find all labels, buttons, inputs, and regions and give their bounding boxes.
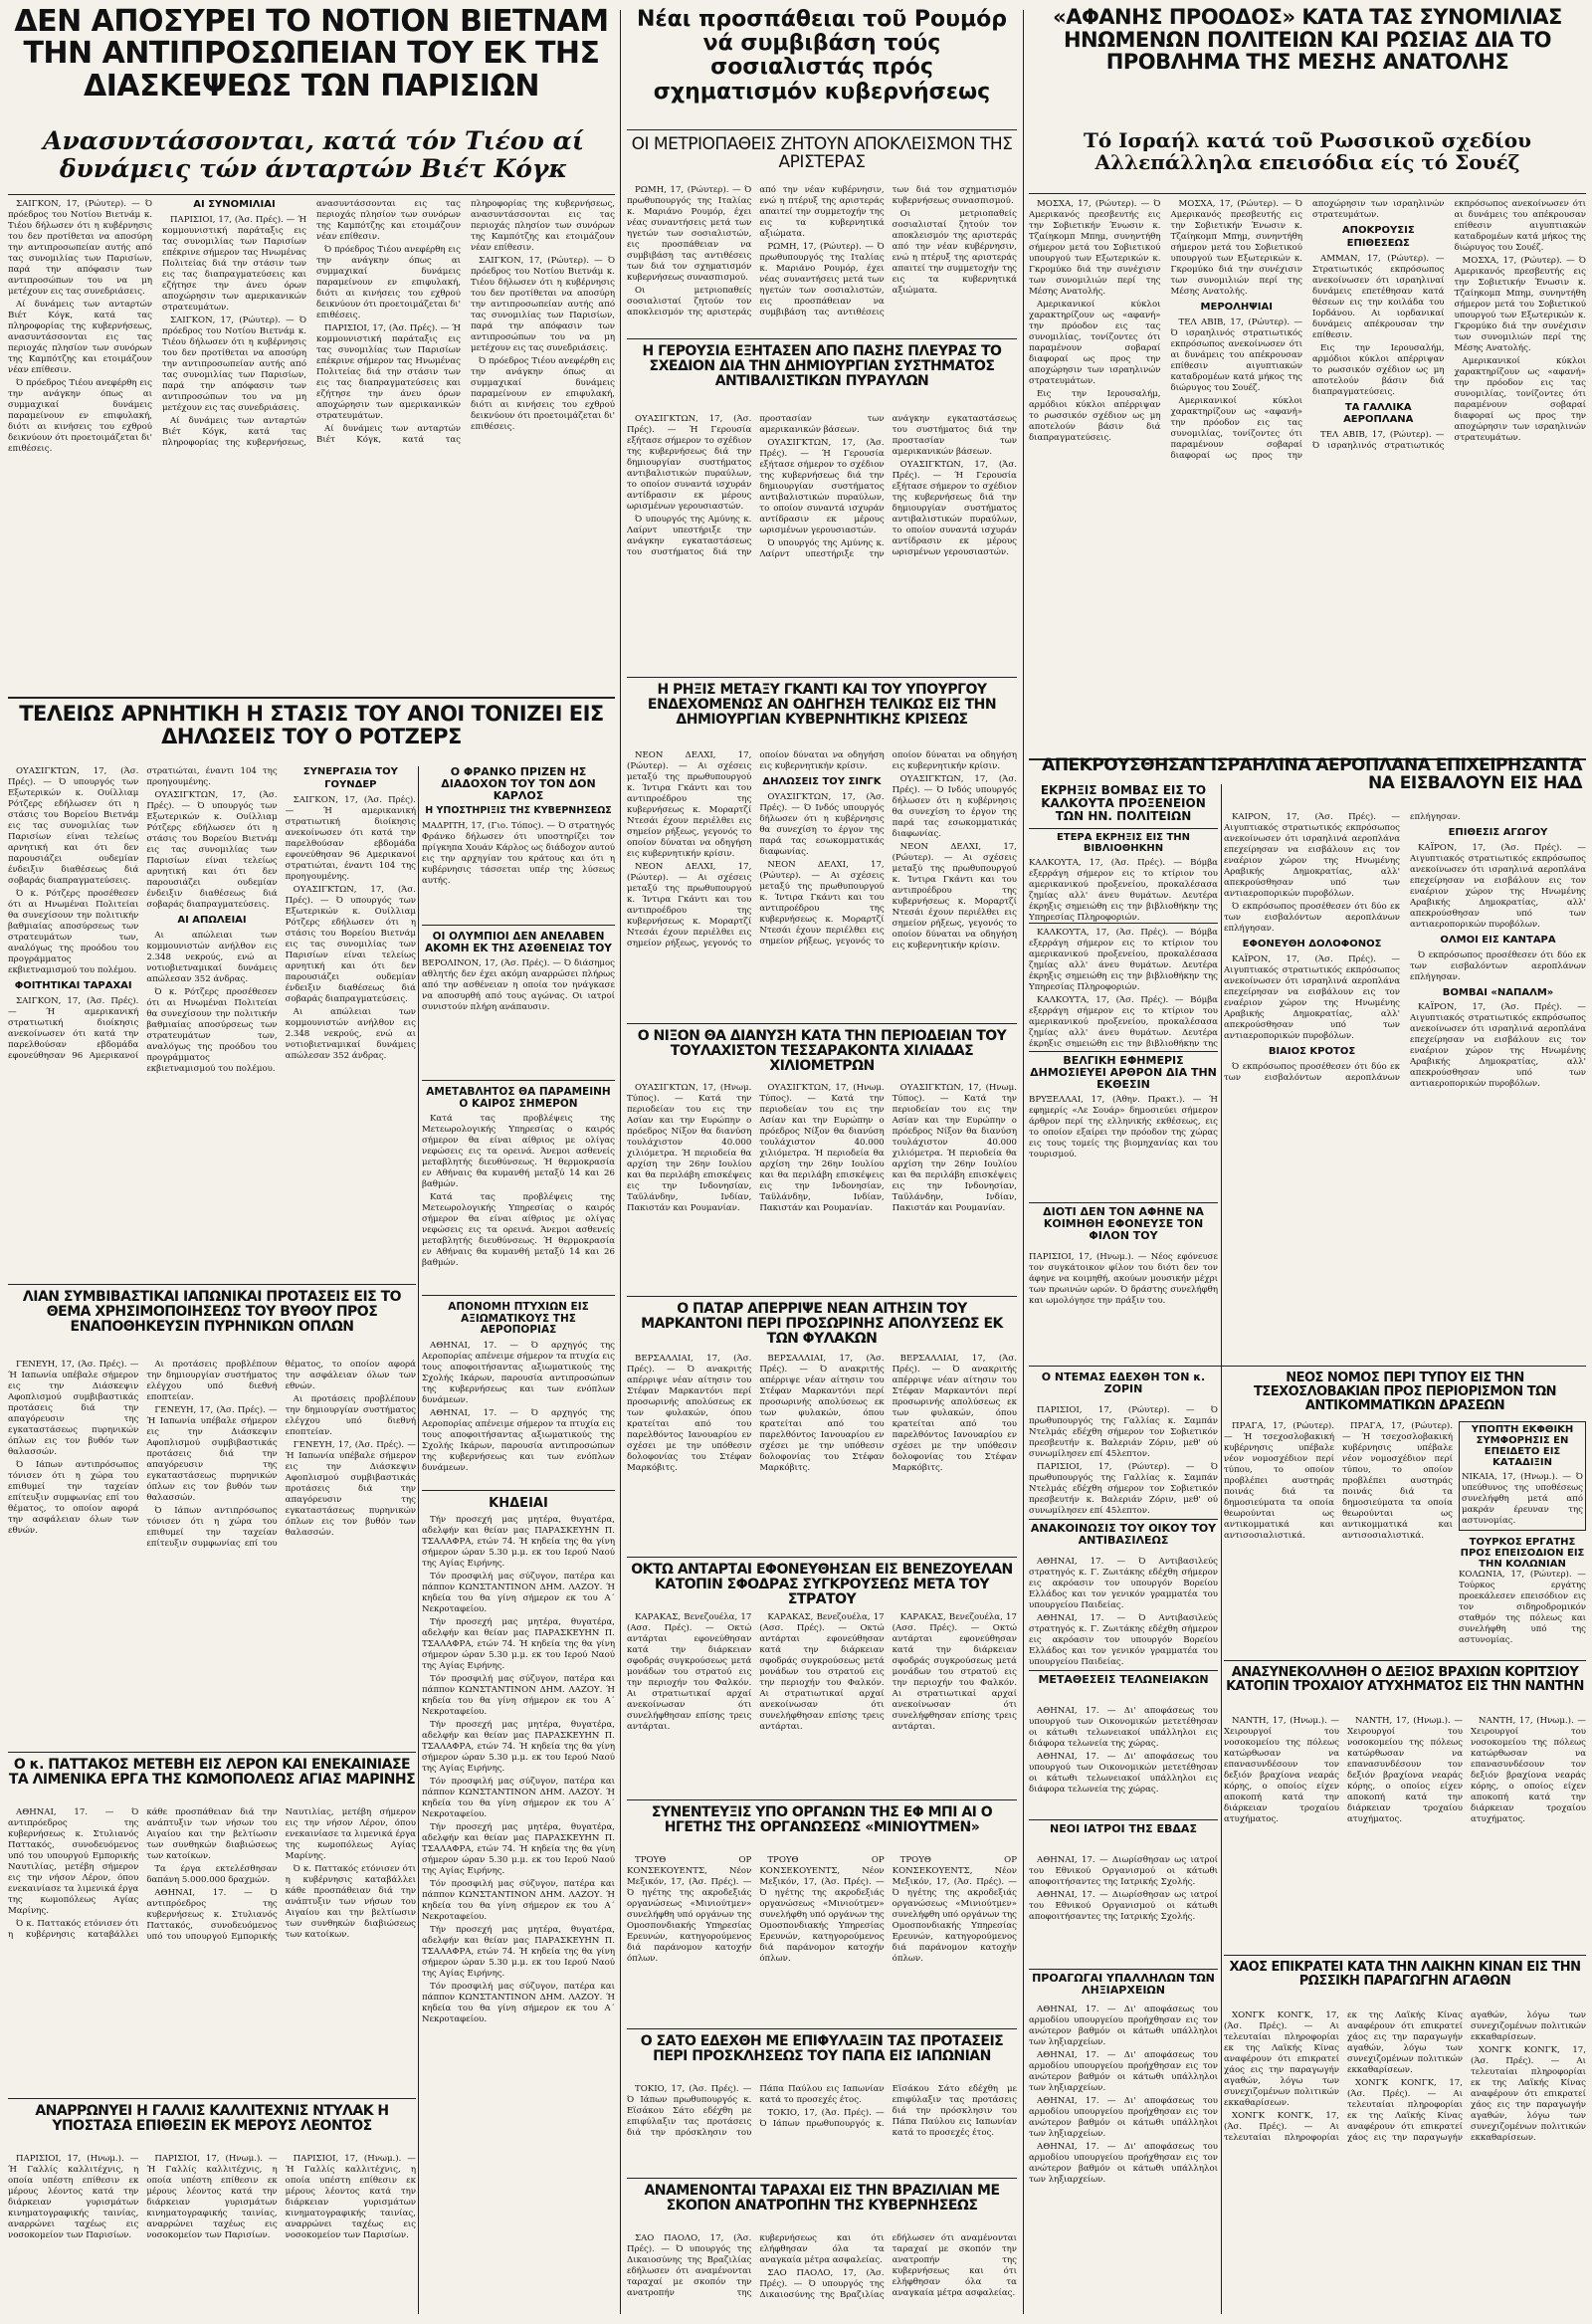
subhead: ΤΑ ΓΑΛΛΙΚΑ ΑΕΡΟΠΛΑΝΑ [1343, 401, 1414, 426]
box-franco [422, 766, 615, 926]
article-body-franco: ΜΑΔΡΙΤΗ, 17, (Γιο. Τόπος). — Ό στρατηγός Φράνκο δήλωσεν ότι υποστηρίζει τον πρίγκηπα Χουάν Κάρλος ως διάδοχον αυτού εις την αρχηγίαν του κράτους και ότι η κυβέρνησις τάσσεται υπέρ της λύσεως αυτής. [422, 820, 615, 886]
headline-olympics: ΟΙ ΟΛΥΜΠΙΟΙ ΔΕΝ ΑΝΕΛΑΒΕΝ ΑΚΟΜΗ ΕΚ ΤΗΣ ΑΣΘΕΝΕΙΑΣ ΤΟΥ [425, 932, 612, 954]
box-funerals [422, 1497, 615, 2313]
box-olympics [422, 932, 615, 1081]
box-turkish-worker [1459, 1537, 1586, 1656]
headline-promotions: ΠΡΟΑΓΩΓΑΙ ΥΠΑΛΛΗΛΩΝ ΤΩΝ ΛΗΞΙΑΡΧΕΙΩΝ [1032, 1973, 1215, 1998]
subheadline-calcutta: ΕΤΕΡΑ ΕΚΡΗΞΙΣ ΕΙΣ ΤΗΝ ΒΙΒΛΙΟΘΗΚΗΝ [1029, 828, 1218, 854]
article-body-funerals: Τήν προσεχή μας μητέρα, θυγατέρα, αδελφήν και θείαν μας ΠΑΡΑΣΚΕΥΗΝ Π. ΤΣΑΛΑΦΡΑ, ετών 74. Ή κηδεία της θα γίνη σήμερον ώραν 5.30 μ.μ. εκ του Ιερού Ναού της Αγίας Ειρήνης. Τόν προσφιλή μας σύζυγον, πατέρα και πάππον ΚΩΝΣΤΑΝΤΙΝΟΝ ΔΗΜ. ΛΑΖΟΥ. Ή κηδεία του θα γίνη σήμερον εκ του Α΄ Νεκροταφείου. Τήν προσεχή μας μητέρα, θυγατέρα, αδελφήν και θείαν μας ΠΑΡΑΣΚΕΥΗΝ Π. ΤΣΑΛΑΦΡΑ, ετών 74. Ή κηδεία της θα γίνη σήμερον ώραν 5.30 μ.μ. εκ του Ιερού Ναού της Αγίας Ειρήνης. Τόν προσφιλή μας σύζυγον, πατέρα και πάππον ΚΩΝΣΤΑΝΤΙΝΟΝ ΔΗΜ. ΛΑΖΟΥ. Ή κηδεία του θα γίνη σήμερον εκ του Α΄ Νεκροταφείου. Τήν προσεχή μας μητέρα, θυγατέρα, αδελφήν και θείαν μας ΠΑΡΑΣΚΕΥΗΝ Π. ΤΣΑΛΑΦΡΑ, ετών 74. Ή κηδεία της θα γίνη σήμερον ώραν 5.30 μ.μ. εκ του Ιερού Ναού της Αγίας Ειρήνης. Τόν προσφιλή μας σύζυγον, πατέρα και πάππον ΚΩΝΣΤΑΝΤΙΝΟΝ ΔΗΜ. ΛΑΖΟΥ. Ή κηδεία του θα γίνη σήμερον εκ του Α΄ Νεκροταφείου. Τήν προσεχή μας μητέρα, θυγατέρα, αδελφήν και θείαν μας ΠΑΡΑΣΚΕΥΗΝ Π. ΤΣΑΛΑΦΡΑ, ετών 74. Ή κηδεία της θα γίνη σήμερον ώραν 5.30 μ.μ. εκ του Ιερού Ναού της Αγίας Ειρήνης. Τόν προσφιλή μας σύζυγον, πατέρα και πάππον ΚΩΝΣΤΑΝΤΙΝΟΝ ΔΗΜ. ΛΑΖΟΥ. Ή κηδεία του θα γίνη σήμερον εκ του Α΄ Νεκροταφείου. Τήν προσεχή μας μητέρα, θυγατέρα, αδελφήν και θείαν μας ΠΑΡΑΣΚΕΥΗΝ Π. ΤΣΑΛΑΦΡΑ, ετών 74. Ή κηδεία της θα γίνη σήμερον ώραν 5.30 μ.μ. εκ του Ιερού Ναού της Αγίας Ειρήνης. Τόν προσφιλή μας σύζυγον, πατέρα και πάππον ΚΩΝΣΤΑΝΤΙΝΟΝ ΔΗΜ. ΛΑΖΟΥ. Ή κηδεία του θα γίνη σήμερον εκ του Α΄ Νεκροταφείου. [422, 1515, 615, 2025]
article-body-weather: Κατά τας προβλέψεις της Μετεωρολογικής Υπηρεσίας ο καιρός σήμερον θα είναι αίθριος με ολίγας νεφώσεις εις τα ορεινά. Άνεμοι ασθενείς μεταβλητής διευθύνσεως. Ή θερμοκρασία εν Αθήναις θα κυμανθή μεταξύ 14 και 26 βαθμών. Κατά τας προβλέψεις της Μετεωρολογικής Υπηρεσίας ο καιρός σήμερον θα είναι αίθριος με ολίγας νεφώσεις εις τα ορεινά. Άνεμοι ασθενείς μεταβλητής διευθύνσεως. Ή θερμοκρασία εν Αθήναις θα κυμανθή μεταξύ 14 και 26 βαθμών. [422, 1114, 615, 1269]
headline-turkish-worker: ΤΟΥΡΚΟΣ ΕΡΓΑΤΗΣ ΠΡΟΣ ΕΠΕΙΣΟΔΙΟΝ ΕΙΣ ΤΗΝ ΚΟΛΩΝΙΑΝ [1460, 1537, 1585, 1570]
headline-belgian-paper: ΒΕΛΓΙΚΗ ΕΦΗΜΕΡΙΣ ΔΗΜΟΣΙΕΥΕΙ ΑΡΘΡΟΝ ΔΙΑ ΤΗΝ ΕΚΘΕΣΙΝ [1030, 1055, 1217, 1091]
headline-weather: ΑΜΕΤΑΒΛΗΤΟΣ ΘΑ ΠΑΡΑΜΕΙΝΗ Ο ΚΑΙΡΟΣ ΣΗΜΕΡΟΝ [426, 1087, 611, 1110]
article-body-zorin: ΠΑΡΙΣΙΟΙ, 17, (Ρώυτερ). — Ό πρωθυπουργός της Γαλλίας κ. Σαμπάν Ντελμάς εδέχθη σήμερον τον Σοβιετικόν πρεσβευτήν κ. Βαλεριάν Ζόριν, μεθ' ού συνωμίλησεν επί 45λεπτον. ΠΑΡΙΣΙΟΙ, 17, (Ρώυτερ). — Ό πρωθυπουργός της Γαλλίας κ. Σαμπάν Ντελμάς εδέχθη σήμερον τον Σοβιετικόν πρεσβευτήν κ. Βαλεριάν Ζόριν, μεθ' ού συνωμίλησεν επί 45λεπτον. [1029, 1405, 1218, 1515]
headline-patar: Ο ΠΑΤΑΡ ΑΠΕΡΡΙΨΕ ΝΕΑΝ ΑΙΤΗΣΙΝ ΤΟΥ ΜΑΡΚΑΝΤΟΝΙ ΠΕΡΙ ΠΡΟΣΩΡΙΝΗΣ ΑΠΟΛΥΣΕΩΣ ΕΚ ΤΩΝ ΦΥΛΑΚΩΝ [641, 1302, 1003, 1348]
headline-diplomas: ΑΠΟΝΟΜΗ ΠΤΥΧΙΩΝ ΕΙΣ ΑΞΙΩΜΑΤΙΚΟΥΣ ΤΗΣ ΑΕΡΟΠΟΡΙΑΣ [448, 1302, 589, 1337]
headline-french-actress: ΑΝΑΡΡΩΝΥΕΙ Η ΓΑΛΛΙΣ ΚΑΛΛΙΤΕΧΝΙΣ ΝΤΥΛΑΚ Η ΥΠΟΣΤΑΣΑ ΕΠΙΘΕΣΙΝ ΕΚ ΜΕΡΟΥΣ ΛΕΟΝΤΟΣ [35, 2104, 389, 2135]
subhead: ΕΦΟΝΕΥΘΗ ΔΟΛΟΦΟΝΟΣ [1242, 939, 1382, 950]
article-body-calcutta-cont: ΚΑΛΚΟΥΤΑ, 17, (Άσ. Πρές). — Βόμβα εξερράγη σήμερον εις το κτίριον του αμερικανικού προξενείου, προκαλέσασα ζημίας αλλ' άνευ θυμάτων. Δευτέρα έκρηξις σημειώθη εις την βιβλιοθήκην της Υπηρεσίας Πληροφοριών. ΚΑΛΚΟΥΤΑ, 17, (Άσ. Πρές). — Βόμβα εξερράγη σήμερον εις το κτίριον του αμερικανικού προξενείου, προκαλέσασα ζημίας αλλ' άνευ θυμάτων. Δευτέρα έκρηξις σημειώθη εις την βιβλιοθήκην της [1029, 928, 1218, 1047]
headline-czech-press: ΝΕΟΣ ΝΟΜΟΣ ΠΕΡΙ ΤΥΠΟΥ ΕΙΣ ΤΗΝ ΤΣΕΧΟΣΛΟΒΑΚΙΑΝ ΠΡΟΣ ΠΕΡΙΟΡΙΣΜΟΝ ΤΩΝ ΑΝΤΙΚΟΜΜΑΤΙΚΩΝ ΔΡΑΣΕΩΝ [1253, 1372, 1557, 1414]
article-body-arm-reattached: ΝΑΝΤΗ, 17, (Ηνωμ.). — Χειρουργοί του νοσοκομείου της πόλεως κατώρθωσαν να επανασυνδέσουν τον δεξιόν βραχίονα νεαράς κόρης, ο οποίος είχεν αποκοπή κατά την διάρκειαν τροχαίου ατυχήματος. ΝΑΝΤΗ, 17, (Ηνωμ.). — Χειρουργοί του νοσοκομείου της πόλεως κατώρθωσαν να επανασυνδέσουν τον δεξιόν βραχίονα νεαράς κόρης, ο οποίος είχεν αποκοπή κατά την διάρκειαν τροχαίου ατυχήματος. ΝΑΝΤΗ, 17, (Ηνωμ.). — Χειρουργοί του νοσοκομείου της πόλεως κατώρθωσαν να επανασυνδέσουν τον δεξιόν βραχίονα νεαράς κόρης, ο οποίος είχεν αποκοπή κατά την διάρκειαν τροχαίου ατυχήματος. [1224, 1716, 1586, 1824]
article-body-regent: ΑΘΗΝΑΙ, 17. — Ό Αντιβασιλεύς στρατηγός κ. Γ. Ζωιτάκης εδέχθη σήμερον εις ακρόασιν τον υπουργόν Βορείου Ελλάδος και τον γενικόν γραμματέα του υπουργείου Παιδείας. ΑΘΗΝΑΙ, 17. — Ό Αντιβασιλεύς στρατηγός κ. Γ. Ζωιτάκης εδέχθη σήμερον εις ακρόασιν τον υπουργόν Βορείου Ελλάδος και τον γενικόν γραμματέα του υπουργείου Παιδείας. [1029, 1557, 1218, 1666]
article-body-diplomas: ΑΘΗΝΑΙ, 17. — Ό αρχηγός της Αεροπορίας απένειμε σήμερον τα πτυχία εις τους αποφοιτήσαντας αξιωματικούς της Σχολής Ικάρων, παρουσία αντιπροσώπων της κυβερνήσεως και των ενόπλων δυνάμεων. ΑΘΗΝΑΙ, 17. — Ό αρχηγός της Αεροπορίας απένειμε σήμερον τα πτυχία εις τους αποφοιτήσαντας αξιωματικούς της Σχολής Ικάρων, παρουσία αντιπροσώπων της κυβερνήσεως και των ενόπλων δυνάμεων. [422, 1340, 615, 1473]
headline-zorin: Ο ΝΤΕΜΑΣ ΕΔΕΧΘΗ ΤΟΝ κ. ΖΟΡΙΝ [1041, 1372, 1206, 1396]
article-body-suspect: ΝΙΚΑΙΑ, 17, (Ηνωμ.). — Ό υπεύθυνος της υποθέσεως συνελήφθη μετά από μακράν έρευναν της αστυνομίας. [1462, 1472, 1583, 1526]
headline-sato: Ο ΣΑΤΟ ΕΔΕΧΘΗ ΜΕ ΕΠΙΦΥΛΑΞΙΝ ΤΑΣ ΠΡΟΤΑΣΕΙΣ ΠΕΡΙ ΠΡΟΣΚΛΗΣΕΩΣ ΤΟΥ ΠΑΠΑ ΕΙΣ ΙΑΠΩΝΙΑΝ [640, 2034, 1004, 2065]
article-body-israeli-planes: ΚΑΪΡΟΝ, 17, (Άσ. Πρές). — Αιγυπτιακός στρατιωτικός εκπρόσωπος ανεκοίνωσεν ότι ισραηλινά αεροπλάνα επεχείρησαν να εισβάλουν εις τον εναέριον χώρον της Ηνωμένης Αραβικής Δημοκρατίας, αλλ' απεκρούσθησαν υπό των αντιαεροπορικών πυροβόλων. Ό εκπρόσωπος προσέθεσεν ότι δύο εκ των εισβαλόντων αεροπλάνων επλήγησαν. ΕΦΟΝΕΥΘΗ ΔΟΛΟΦΟΝΟΣ ΚΑΪΡΟΝ, 17, (Άσ. Πρές). — Αιγυπτιακός στρατιωτικός εκπρόσωπος ανεκοίνωσεν ότι ισραηλινά αεροπλάνα επεχείρησαν να εισβάλουν εις τον εναέριον χώρον της Ηνωμένης Αραβικής Δημοκρατίας, αλλ' απεκρούσθησαν υπό των αντιαεροπορικών πυροβόλων. ΒΙΑΙΟΣ ΚΡΟΤΟΣ Ό εκπρόσωπος προσέθεσεν ότι δύο εκ των εισβαλόντων αεροπλάνων επλήγησαν. ΕΠΙΘΕΣΙΣ ΑΓΩΓΟΥ ΚΑΪΡΟΝ, 17, (Άσ. Πρές). — Αιγυπτιακός στρατιωτικός εκπρόσωπος ανεκοίνωσεν ότι ισραηλινά αεροπλάνα επεχείρησαν να εισβάλουν εις τον εναέριον χώρον της Ηνωμένης Αραβικής Δημοκρατίας, αλλ' απεκρούσθησαν υπό των αντιαεροπορικών πυροβόλων. ΟΛΜΟΙ ΕΙΣ ΚΑΝΤΑΡΑ Ό εκπρόσωπος προσέθεσεν ότι δύο εκ των εισβαλόντων αεροπλάνων επλήγησαν. ΒΟΜΒΑΙ «ΝΑΠΑΛΜ» ΚΑΪΡΟΝ, 17, (Άσ. Πρές). — Αιγυπτιακός στρατιωτικός εκπρόσωπος ανεκοίνωσεν ότι ισραηλινά αεροπλάνα επεχείρησαν να εισβάλουν εις τον εναέριον χώρον της Ηνωμένης Αραβικής Δημοκρατίας, αλλ' απεκρούσθησαν υπό των αντιαεροπορικών πυροβόλων. [1224, 812, 1586, 1090]
article-body-pattakos: ΑΘΗΝΑΙ, 17. — Ό αντιπρόεδρος της κυβερνήσεως κ. Στυλιανός Παττακός, συνοδευόμενος υπό του υπουργού Εμπορικής Ναυτιλίας, μετέβη σήμερον εις την νήσον Λέρον, όπου ενεκαινίασε τα λιμενικά έργα της κωμοπόλεως Αγίας Μαρίνης. Ό κ. Παττακός ετόνισεν ότι η κυβέρνησις καταβάλλει κάθε προσπάθειαν διά την ανάπτυξιν των νήσων του Αιγαίου και την βελτίωσιν των συνθηκών διαβιώσεως των κατοίκων. Τα έργα εκτελέσθησαν δαπάνη 5.000.000 δραχμών. ΑΘΗΝΑΙ, 17. — Ό αντιπρόεδρος της κυβερνήσεως κ. Στυλιανός Παττακός, συνοδευόμενος υπό του υπουργού Εμπορικής Ναυτιλίας, μετέβη σήμερον εις την νήσον Λέρον, όπου ενεκαινίασε τα λιμενικά έργα της κωμοπόλεως Αγίας Μαρίνης. Ό κ. Παττακός ετόνισεν ότι η κυβέρνησις καταβάλλει κάθε προσπάθειαν διά την ανάπτυξιν των νήσων του Αιγαίου και την βελτίωσιν των συνθηκών διαβιώσεως των κατοίκων. [8, 1807, 416, 1942]
headline-middle-east: «ΑΦΑΝΗΣ ΠΡΟΟΔΟΣ» ΚΑΤΑ ΤΑΣ ΣΥΝΟΜΙΛΙΑΣ ΗΝΩΜΕΝΩΝ ΠΟΛΙΤΕΙΩΝ ΚΑΙ ΡΩΣΙΑΣ ΔΙΑ ΤΟ ΠΡΟΒΛΗΜΑ ΤΗΣ ΜΕΣΗΣ ΑΝΑΤΟΛΗΣ [1053, 6, 1562, 75]
headline-franco: Ο ΦΡΑΝΚΟ ΠΡΙΖΕΝ ΗΣ ΔΙΑΔΟΧΟΝ ΤΟΥ ΤΟΝ ΔΟΝ ΚΑΡΛΟΣ [441, 766, 596, 803]
headline-customs: ΜΕΤΑΘΕΣΕΙΣ ΤΕΛΩΝΕΙΑΚΩΝ [1038, 1674, 1209, 1686]
subhead: ΦΟΙΤΗΤΙΚΑΙ ΤΑΡΑΧΑΙ [14, 980, 132, 991]
article-body-customs: ΑΘΗΝΑΙ, 17. — Δι' αποφάσεως του υπουργού των Οικονομικών μετετέθησαν οι κάτωθι τελωνειακοί υπάλληλοι εις διάφορα τελωνεία της χώρας. ΑΘΗΝΑΙ, 17. — Δι' αποφάσεως του υπουργού των Οικονομικών μετετέθησαν οι κάτωθι τελωνειακοί υπάλληλοι εις διάφορα τελωνεία της χώρας. [1029, 1706, 1218, 1795]
box-weather [422, 1087, 615, 1296]
headline-pattakos: Ο κ. ΠΑΤΤΑΚΟΣ ΜΕΤΕΒΗ ΕΙΣ ΛΕΡΟΝ ΚΑΙ ΕΝΕΚΑΙΝΙΑΣΕ ΤΑ ΛΙΜΕΝΙΚΑ ΕΡΓΑ ΤΗΣ ΚΩΜΟΠΟΛΕΩΣ ΑΓΙΑΣ ΜΑΡΙΝΗΣ [8, 1758, 416, 1789]
article-body-doctors: ΑΘΗΝΑΙ, 17. — Διωρίσθησαν ως ιατροί του Εθνικού Οργανισμού οι κάτωθι αποφοιτήσαντες της Ιατρικής Σχολής. ΑΘΗΝΑΙ, 17. — Διωρίσθησαν ως ιατροί του Εθνικού Οργανισμού οι κάτωθι αποφοιτήσαντες της Ιατρικής Σχολής. [1029, 1855, 1218, 1922]
headline-calcutta: ΕΚΡΗΞΙΣ ΒΟΜΒΑΣ ΕΙΣ ΤΟ ΚΑΛΚΟΥΤΑ ΠΡΟΞΕΝΕΙΟΝ ΤΩΝ ΗΝ. ΠΟΛΙΤΕΙΩΝ [1040, 784, 1207, 824]
subhead: ΒΙΑΙΟΣ ΚΡΟΤΟΣ [1268, 1045, 1356, 1057]
article-body-patar: ΒΕΡΣΑΛΛΙΑΙ, 17, (Άσ. Πρές). — Ό ανακριτής απέρριψε νέαν αίτησιν του Στέφαν Μαρκαντόνι περί προσωρινής απολύσεως εκ των φυλακών, όπου κρατείται από του παρελθόντος Ιανουαρίου εν σχέσει με την υπόθεσιν δολοφονίας του Στέφαν Μαρκόβιτς. ΒΕΡΣΑΛΛΙΑΙ, 17, (Άσ. Πρές). — Ό ανακριτής απέρριψε νέαν αίτησιν του Στέφαν Μαρκαντόνι περί προσωρινής απολύσεως εκ των φυλακών, όπου κρατείται από του παρελθόντος Ιανουαρίου εν σχέσει με την υπόθεσιν δολοφονίας του Στέφαν Μαρκόβιτς. ΒΕΡΣΑΛΛΙΑΙ, 17, (Άσ. Πρές). — Ό ανακριτής απέρριψε νέαν αίτησιν του Στέφαν Μαρκαντόνι περί προσωρινής απολύσεως εκ των φυλακών, όπου κρατείται από του παρελθόντος Ιανουαρίου εν σχέσει με την υπόθεσιν δολοφονίας του Στέφαν Μαρκόβιτς. [627, 1354, 1017, 1473]
article-body-murder: ΠΑΡΙΣΙΟΙ, 17, (Ηνωμ.). — Νέος εφόνευσε τον συγκάτοικον φίλον του διότι δεν τον άφηνε να κοιμηθή, ακούων μουσικήν μέχρι των πρωινών ωρών. Ό δράστης συνελήφθη και ωμολόγησε την πράξιν του. [1029, 1252, 1218, 1306]
subheadline-roumor: ΟΙ ΜΕΤΡΙΟΠΑΘΕΙΣ ΖΗΤΟΥΝ ΑΠΟΚΛΕΙΣΜΟΝ ΤΗΣ ΑΡΙΣΤΕΡΑΣ [631, 135, 1013, 173]
subheadline-franco: Η ΥΠΟΣΤΗΡΙΞΙΣ ΤΗΣ ΚΥΒΕΡΝΗΣΕΩΣ [425, 805, 612, 817]
subheadline-vietnam: Ανασυντάσσονται, κατά τόν Τιέου αί δυνάμεις τών άνταρτών Βιέτ Κόγκ [43, 127, 584, 183]
headline-venezuela: ΟΚΤΩ ΑΝΤΑΡΤΑΙ ΕΦΟΝΕΥΘΗΣΑΝ ΕΙΣ ΒΕΝΕΖΟΥΕΛΑΝ ΚΑΤΟΠΙΝ ΣΦΟΔΡΑΣ ΣΥΓΚΡΟΥΣΕΩΣ ΜΕΤΑ ΤΟΥ ΣΤΡΑΤΟΥ [631, 1563, 1013, 1608]
article-body-senate: ΟΥΑΣΙΓΚΤΩΝ, 17, (Άσ. Πρές). — Ή Γερουσία εξήτασε σήμερον το σχέδιον της κυβερνήσεως διά την δημιουργίαν συστήματος αντιβαλιστικών πυραύλων, το οποίον συναντά ισχυράν αντίδρασιν εκ μέρους ωρισμένων γερουσιαστών. Ό υπουργός της Αμύνης κ. Λαίρντ υπεστήριξε την ανάγκην εγκαταστάσεως του συστήματος διά την προστασίαν των αμερικανικών βάσεων. ΟΥΑΣΙΓΚΤΩΝ, 17, (Άσ. Πρές). — Ή Γερουσία εξήτασε σήμερον το σχέδιον της κυβερνήσεως διά την δημιουργίαν συστήματος αντιβαλιστικών πυραύλων, το οποίον συναντά ισχυράν αντίδρασιν εκ μέρους ωρισμένων γερουσιαστών. Ό υπουργός της Αμύνης κ. Λαίρντ υπεστήριξε την ανάγκην εγκαταστάσεως του συστήματος διά την προστασίαν των αμερικανικών βάσεων. ΟΥΑΣΙΓΚΤΩΝ, 17, (Άσ. Πρές). — Ή Γερουσία εξήτασε σήμερον το σχέδιον της κυβερνήσεως διά την δημιουργίαν συστήματος αντιβαλιστικών πυραύλων, το οποίον συναντά ισχυράν αντίδρασιν εκ μέρους ωρισμένων γερουσιαστών. [627, 414, 1017, 559]
subhead: ΑΠΟΚΡΟΥΣΙΣ ΕΠΙΘΕΣΕΩΣ [1341, 225, 1415, 249]
article-body-roumor: ΡΩΜΗ, 17, (Ρώυτερ). — Ό πρωθυπουργός της Ιταλίας κ. Μαριάνο Ρουμόρ, έχει νέας συναντήσεις μετά των ηγετών των σοσιαλιστών, εις προσπάθειαν να συμβιβάση τας αντιθέσεις των διά τον σχηματισμόν κυβερνήσεως συνασπισμού. Οι μετριοπαθείς σοσιαλισταί ζητούν τον αποκλεισμόν της αριστεράς από την νέαν κυβέρνησιν, ενώ η πτέρυξ της αριστεράς απαιτεί την συμμετοχήν της εις τα κυβερνητικά αξιώματα. ΡΩΜΗ, 17, (Ρώυτερ). — Ό πρωθυπουργός της Ιταλίας κ. Μαριάνο Ρουμόρ, έχει νέας συναντήσεις μετά των ηγετών των σοσιαλιστών, εις προσπάθειαν να συμβιβάση τας αντιθέσεις των διά τον σχηματισμόν κυβερνήσεως συνασπισμού. Οι μετριοπαθείς σοσιαλισταί ζητούν τον αποκλεισμόν της αριστεράς από την νέαν κυβέρνησιν, ενώ η πτέρυξ της αριστεράς απαιτεί την συμμετοχήν της εις τα κυβερνητικά αξιώματα. [627, 185, 1017, 317]
headline-japan: ΛΙΑΝ ΣΥΜΒΙΒΑΣΤΙΚΑΙ ΙΑΠΩΝΙΚΑΙ ΠΡΟΤΑΣΕΙΣ ΕΙΣ ΤΟ ΘΕΜΑ ΧΡΗΣΙΜΟΠΟΙΗΣΕΩΣ ΤΟΥ ΒΥΘΟΥ ΠΡΟΣ ΕΝΑΠΟΘΗΚΕΥΣΙΝ ΠΥΡΗΝΙΚΩΝ ΟΠΛΩΝ [22, 1290, 402, 1336]
headline-israeli-planes: ΑΠΕΚΡΟΥΣΘΗΣΑΝ ΙΣΡΑΗΛΙΝΑ ΑΕΡΟΠΛΑΝΑ ΕΠΙΧΕΙΡΗΣΑΝΤΑ ΝΑ ΕΙΣΒΑΛΟΥΝ ΕΙΣ ΗΑΔ [1042, 756, 1582, 794]
article-body-nixon: ΟΥΑΣΙΓΚΤΩΝ, 17, (Ηνωμ. Τύπος). — Κατά την περιοδείαν του εις την Ασίαν και την Ευρώπην ο πρόεδρος Νίξον θα διανύση τουλάχιστον 40.000 χιλιόμετρα. Ή περιοδεία θα αρχίση την 26ην Ιουλίου και θα περιλάβη επισκέψεις εις την Ινδονησίαν, Ταϋλάνδην, Ινδίαν, Πακιστάν και Ρουμανίαν. ΟΥΑΣΙΓΚΤΩΝ, 17, (Ηνωμ. Τύπος). — Κατά την περιοδείαν του εις την Ασίαν και την Ευρώπην ο πρόεδρος Νίξον θα διανύση τουλάχιστον 40.000 χιλιόμετρα. Ή περιοδεία θα αρχίση την 26ην Ιουλίου και θα περιλάβη επισκέψεις εις την Ινδονησίαν, Ταϋλάνδην, Ινδίαν, Πακιστάν και Ρουμανίαν. ΟΥΑΣΙΓΚΤΩΝ, 17, (Ηνωμ. Τύπος). — Κατά την περιοδείαν του εις την Ασίαν και την Ευρώπην ο πρόεδρος Νίξον θα διανύση τουλάχιστον 40.000 χιλιόμετρα. Ή περιοδεία θα αρχίση την 26ην Ιουλίου και θα περιλάβη επισκέψεις εις την Ινδονησίαν, Ταϋλάνδην, Ινδίαν, Πακιστάν και Ρουμανίαν. [627, 1083, 1017, 1213]
subhead: ΕΠΙΘΕΣΙΣ ΑΓΩΓΟΥ [1448, 827, 1548, 838]
article-body-minutemen: ΤΡΟΥΘ ΟΡ ΚΟΝΣΕΚΟΥΕΝΤΣ, Νέον Μεξικόν, 17, (Άσ. Πρές). — Ό ηγέτης της ακροδεξιάς οργανώσεως «Μινιούτμεν» συνελήφθη υπό οργάνων της Ομοσπονδιακής Υπηρεσίας Ερευνών, κατηγορούμενος διά παράνομον κατοχήν όπλων. ΤΡΟΥΘ ΟΡ ΚΟΝΣΕΚΟΥΕΝΤΣ, Νέον Μεξικόν, 17, (Άσ. Πρές). — Ό ηγέτης της ακροδεξιάς οργανώσεως «Μινιούτμεν» συνελήφθη υπό οργάνων της Ομοσπονδιακής Υπηρεσίας Ερευνών, κατηγορούμενος διά παράνομον κατοχήν όπλων. ΤΡΟΥΘ ΟΡ ΚΟΝΣΕΚΟΥΕΝΤΣ, Νέον Μεξικόν, 17, (Άσ. Πρές). — Ό ηγέτης της ακροδεξιάς οργανώσεως «Μινιούτμεν» συνελήφθη υπό οργάνων της Ομοσπονδιακής Υπηρεσίας Ερευνών, κατηγορούμενος διά παράνομον κατοχήν όπλων. [627, 1855, 1017, 1964]
headline-murder: ΔΙΟΤΙ ΔΕΝ ΤΟΝ ΑΦΗΝΕ ΝΑ ΚΟΙΜΗΘΗ ΕΦΟΝΕΥΣΕ ΤΟΝ ΦΙΛΟΝ ΤΟΥ [1043, 1206, 1204, 1243]
column-rule [620, 10, 621, 2314]
subhead: ΜΕΡΟΛΗΨΙΑΙ [1200, 302, 1273, 313]
headline-ganti: Η ΡΗΞΙΣ ΜΕΤΑΞΥ ΓΚΑΝΤΙ ΚΑΙ ΤΟΥ ΥΠΟΥΡΓΟΥ ΕΝΔΕΧΟΜΕΝΩΣ ΑΝ ΟΔΗΓΗΣΗ ΤΕΛΙΚΩΣ ΕΙΣ ΤΗΝ ΔΗΜΙΟΥΡΓΙΑΝ ΚΥΒΕΡΝΗΤΙΚΗΣ ΚΡΙΣΕΩΣ [647, 683, 997, 729]
headline-doctors: ΝΕΟΙ ΙΑΤΡΟΙ ΤΗΣ ΕΒΔΑΣ [1050, 1823, 1197, 1835]
headline-suspect: ΥΠΟΠΤΗ ΕΚΦΘΙΚΗ ΣΥΜΦΟΡΗΣΙΣ ΕΝ ΕΠΕΙΔΕΤΟ ΕΙΣ ΚΑΤΑΔΙΞΙΝ [1471, 1424, 1574, 1468]
subheadline-middle-east: Τό Ισραήλ κατά τοῦ Ρωσσικοῦ σχεδίου Αλλεπάλληλα επεισόδια είς τό Σουέζ [1083, 129, 1532, 174]
subhead: ΑΙ ΑΠΩΛΕΙΑΙ [177, 915, 247, 926]
article-body-french-actress: ΠΑΡΙΣΙΟΙ, 17, (Ηνωμ.). — Ή Γαλλίς καλλιτέχνις, η οποία υπέστη επίθεσιν εκ μέρους λέοντος κατά την διάρκειαν γυρισμάτων κινηματογραφικής ταινίας, αναρρώνει ταχέως εις νοσοκομείον των Παρισίων. ΠΑΡΙΣΙΟΙ, 17, (Ηνωμ.). — Ή Γαλλίς καλλιτέχνις, η οποία υπέστη επίθεσιν εκ μέρους λέοντος κατά την διάρκειαν γυρισμάτων κινηματογραφικής ταινίας, αναρρώνει ταχέως εις νοσοκομείον των Παρισίων. ΠΑΡΙΣΙΟΙ, 17, (Ηνωμ.). — Ή Γαλλίς καλλιτέχνις, η οποία υπέστη επίθεσιν εκ μέρους λέοντος κατά την διάρκειαν γυρισμάτων κινηματογραφικής ταινίας, αναρρώνει ταχέως εις νοσοκομείον των Παρισίων. [8, 2154, 416, 2240]
article-body-china-chaos: ΧΟΝΓΚ ΚΟΝΓΚ, 17, (Άσ. Πρές). — Αι τελευταίαι πληροφορίαι εκ της Λαϊκής Κίνας αναφέρουν ότι επικρατεί χάος εις την παραγωγήν αγαθών, λόγω των συνεχιζομένων πολιτικών εκκαθαρίσεων. ΧΟΝΓΚ ΚΟΝΓΚ, 17, (Άσ. Πρές). — Αι τελευταίαι πληροφορίαι εκ της Λαϊκής Κίνας αναφέρουν ότι επικρατεί χάος εις την παραγωγήν αγαθών, λόγω των συνεχιζομένων πολιτικών εκκαθαρίσεων. ΧΟΝΓΚ ΚΟΝΓΚ, 17, (Άσ. Πρές). — Αι τελευταίαι πληροφορίαι εκ της Λαϊκής Κίνας αναφέρουν ότι επικρατεί χάος εις την παραγωγήν αγαθών, λόγω των συνεχιζομένων πολιτικών εκκαθαρίσεων. ΧΟΝΓΚ ΚΟΝΓΚ, 17, (Άσ. Πρές). — Αι τελευταίαι πληροφορίαι εκ της Λαϊκής Κίνας αναφέρουν ότι επικρατεί χάος εις την παραγωγήν αγαθών, λόγω των συνεχιζομένων πολιτικών εκκαθαρίσεων. [1224, 2010, 1586, 2143]
headline-roumor: Νέαι προσπάθειαι τοῦ Ρουμόρ νά συμβιβάση τούς σοσιαλιστάς πρός σχηματισμόν κυβερνήσεως [636, 8, 1007, 105]
article-body-czech-press: ΠΡΑΓΑ, 17, (Ρώυτερ). — Ή τσεχοσλοβακική κυβέρνησις υπέβαλε νέον νομοσχέδιον περί τύπου, το οποίον προβλέπει αυστηράς ποινάς διά τα δημοσιεύματα τα οποία θεωρούνται ως αντικομματικά και αντισοσιαλιστικά. ΠΡΑΓΑ, 17, (Ρώυτερ). — Ή τσεχοσλοβακική κυβέρνησις υπέβαλε νέον νομοσχέδιον περί τύπου, το οποίον προβλέπει αυστηράς ποινάς διά τα δημοσιεύματα τα οποία θεωρούνται ως αντικομματικά και αντισοσιαλιστικά. [1224, 1421, 1453, 1541]
box-suspect [1459, 1421, 1586, 1531]
subhead: ΣΥΝΕΡΓΑΣΙΑ ΤΟΥ ΓΟΥΝΔΕΡ [302, 766, 398, 790]
article-body-vietnam: ΣΑΙΓΚΟΝ, 17, (Ρώυτερ). — Ό πρόεδρος του Νοτίου Βιετνάμ κ. Τιέου δήλωσεν ότι η κυβέρνησις του δεν προτίθεται να αποσύρη την αντιπροσωπείαν αυτής από τας συνομιλίας των Παρισίων, παρά την απόφασιν των αντιπροσώπων του να μη μετέχουν εις τας συνεδριάσεις. Αί δυνάμεις των ανταρτών Βιέτ Κόγκ, κατά τας πληροφορίας της κυβερνήσεως, ανασυντάσσονται εις τας περιοχάς πλησίον των συνόρων της Καμπότζης και ετοιμάζουν νέαν επίθεσιν. Ό πρόεδρος Τιέου ανεφέρθη εις την ανάγκην όπως αι συμμαχικαί δυνάμεις παραμείνουν εν επιφυλακή, διότι αι κινήσεις του εχθρού δεικνύουν ότι προετοιμάζεται δι' επιθέσεις. ΑΙ ΣΥΝΟΜΙΛΙΑΙ ΠΑΡΙΣΙΟΙ, 17, (Άσ. Πρές). — Ή κομμουνιστική παράταξις εις τας συνομιλίας των Παρισίων επέκρινε σήμερον τας Ηνωμένας Πολιτείας διά την στάσιν των εις τας διαπραγματεύσεις και εζήτησε την άνευ όρων αποχώρησιν των αμερικανικών στρατευμάτων. ΣΑΙΓΚΟΝ, 17, (Ρώυτερ). — Ό πρόεδρος του Νοτίου Βιετνάμ κ. Τιέου δήλωσεν ότι η κυβέρνησις του δεν προτίθεται να αποσύρη την αντιπροσωπείαν αυτής από τας συνομιλίας των Παρισίων, παρά την απόφασιν των αντιπροσώπων του να μη μετέχουν εις τας συνεδριάσεις. Αί δυνάμεις των ανταρτών Βιέτ Κόγκ, κατά τας πληροφορίας της κυβερνήσεως, ανασυντάσσονται εις τας περιοχάς πλησίον των συνόρων της Καμπότζης και ετοιμάζουν νέαν επίθεσιν. Ό πρόεδρος Τιέου ανεφέρθη εις την ανάγκην όπως αι συμμαχικαί δυνάμεις παραμείνουν εν επιφυλακή, διότι αι κινήσεις του εχθρού δεικνύουν ότι προετοιμάζεται δι' επιθέσεις. ΠΑΡΙΣΙΟΙ, 17, (Άσ. Πρές). — Ή κομμουνιστική παράταξις εις τας συνομιλίας των Παρισίων επέκρινε σήμερον τας Ηνωμένας Πολιτείας διά την στάσιν των εις τας διαπραγματεύσεις και εζήτησε την άνευ όρων αποχώρησιν των αμερικανικών στρατευμάτων. Αί δυνάμεις των ανταρτών Βιέτ Κόγκ, κατά τας πληροφορίας της κυβερνήσεως, ανασυντάσσονται εις τας περιοχάς πλησίον των συνόρων της Καμπότζης και ετοιμάζουν νέαν επίθεσιν. ΣΑΙΓΚΟΝ, 17, (Ρώυτερ). — Ό πρόεδρος του Νοτίου Βιετνάμ κ. Τιέου δήλωσεν ότι η κυβέρνησις του δεν προτίθεται να αποσύρη την αντιπροσωπείαν αυτής από τας συνομιλίας των Παρισίων, παρά την απόφασιν των αντιπροσώπων του να μη μετέχουν εις τας συνεδριάσεις. Ό πρόεδρος Τιέου ανεφέρθη εις την ανάγκην όπως αι συμμαχικαί δυνάμεις παραμείνουν εν επιφυλακή, διότι αι κινήσεις του εχθρού δεικνύουν ότι προετοιμάζεται δι' επιθέσεις. [8, 199, 615, 454]
article-body-rogers: ΟΥΑΣΙΓΚΤΩΝ, 17, (Άσ. Πρές). — Ό υπουργός των Εξωτερικών κ. Ουίλλιαμ Ρότζερς εδήλωσεν ότι η στάσις του Βορείου Βιετνάμ εις τας συνομιλίας των Παρισίων είναι τελείως αρνητική και ότι δεν παρουσιάζει ουδεμίαν ένδειξιν διαθέσεως διά σοβαράς διαπραγματεύσεις. Ό κ. Ρότζερς προσέθεσεν ότι αι Ηνωμέναι Πολιτείαι θα συνεχίσουν την πολιτικήν βαθμιαίας αποσύρσεως των στρατευμάτων των, αναλόγως της προόδου του προγράμματος εκβιετναμισμού του πολέμου. ΦΟΙΤΗΤΙΚΑΙ ΤΑΡΑΧΑΙ ΣΑΙΓΚΟΝ, 17, (Άσ. Πρές). — Ή αμερικανική στρατιωτική διοίκησις ανεκοίνωσεν ότι κατά την παρελθούσαν εβδομάδα εφονεύθησαν 96 Αμερικανοί στρατιώται, έναντι 104 της προηγουμένης. ΟΥΑΣΙΓΚΤΩΝ, 17, (Άσ. Πρές). — Ό υπουργός των Εξωτερικών κ. Ουίλλιαμ Ρότζερς εδήλωσεν ότι η στάσις του Βορείου Βιετνάμ εις τας συνομιλίας των Παρισίων είναι τελείως αρνητική και ότι δεν παρουσιάζει ουδεμίαν ένδειξιν διαθέσεως διά σοβαράς διαπραγματεύσεις. ΑΙ ΑΠΩΛΕΙΑΙ Αι απώλειαι των κομμουνιστών ανήλθον εις 2.348 νεκρούς, ενώ αι νοτιοβιετναμικαί δυνάμεις απώλεσαν 352 άνδρας. Ό κ. Ρότζερς προσέθεσεν ότι αι Ηνωμέναι Πολιτείαι θα συνεχίσουν την πολιτικήν βαθμιαίας αποσύρσεως των στρατευμάτων των, αναλόγως της προόδου του προγράμματος εκβιετναμισμού του πολέμου. ΣΥΝΕΡΓΑΣΙΑ ΤΟΥ ΓΟΥΝΔΕΡ ΣΑΙΓΚΟΝ, 17, (Άσ. Πρές). — Ή αμερικανική στρατιωτική διοίκησις ανεκοίνωσεν ότι κατά την παρελθούσαν εβδομάδα εφονεύθησαν 96 Αμερικανοί στρατιώται, έναντι 104 της προηγουμένης. ΟΥΑΣΙΓΚΤΩΝ, 17, (Άσ. Πρές). — Ό υπουργός των Εξωτερικών κ. Ουίλλιαμ Ρότζερς εδήλωσεν ότι η στάσις του Βορείου Βιετνάμ εις τας συνομιλίας των Παρισίων είναι τελείως αρνητική και ότι δεν παρουσιάζει ουδεμίαν ένδειξιν διαθέσεως διά σοβαράς διαπραγματεύσεις. Αι απώλειαι των κομμουνιστών ανήλθον εις 2.348 νεκρούς, ενώ αι νοτιοβιετναμικαί δυνάμεις απώλεσαν 352 άνδρας. [8, 766, 416, 1074]
column-rule [1023, 10, 1024, 2314]
subhead: ΑΙ ΣΥΝΟΜΙΛΙΑΙ [193, 199, 276, 210]
headline-china-chaos: ΧΑΟΣ ΕΠΙΚΡΑΤΕΙ ΚΑΤΑ ΤΗΝ ΛΑΪΚΗΝ ΚΙΝΑΝ ΕΙΣ ΤΗΝ ΡΩΣΣΙΚΗ ΠΑΡΑΓΩΓΗΝ ΑΓΑΘΩΝ [1229, 1961, 1581, 1990]
article-body-middle-east: ΜΟΣΧΑ, 17, (Ρώυτερ). — Ό Αμερικανός πρεσβευτής εις την Σοβιετικήν Ένωσιν κ. Τζαίηκομπ Μπημ, συνηντήθη σήμερον μετά του Σοβιετικού υπουργού των Εξωτερικών κ. Γκρομύκο διά την συνέχισιν των συνομιλιών περί της Μέσης Ανατολής. Αμερικανικοί κύκλοι χαρακτηρίζουν ως «αφανή» την πρόοδον εις τας συνομιλίας, τονίζοντες ότι παραμένουν σοβαραί διαφοραί ως προς την αποχώρησιν των ισραηλινών στρατευμάτων. Εις την Ιερουσαλήμ, αρμόδιοι κύκλοι απέρριψαν το ρωσσικόν σχέδιον ως μη αποτελούν βάσιν διά διαπραγματεύσεις. ΜΟΣΧΑ, 17, (Ρώυτερ). — Ό Αμερικανός πρεσβευτής εις την Σοβιετικήν Ένωσιν κ. Τζαίηκομπ Μπημ, συνηντήθη σήμερον μετά του Σοβιετικού υπουργού των Εξωτερικών κ. Γκρομύκο διά την συνέχισιν των συνομιλιών περί της Μέσης Ανατολής. ΜΕΡΟΛΗΨΙΑΙ ΤΕΛ ΑΒΙΒ, 17, (Ρώυτερ). — Ό ισραηλινός στρατιωτικός εκπρόσωπος ανεκοίνωσεν ότι αι δυνάμεις του απέκρουσαν επίθεσιν αιγυπτιακών καταδρομέων κατά μήκος της διώρυγος του Σουέζ. Αμερικανικοί κύκλοι χαρακτηρίζουν ως «αφανή» την πρόοδον εις τας συνομιλίας, τονίζοντες ότι παραμένουν σοβαραί διαφοραί ως προς την αποχώρησιν των ισραηλινών στρατευμάτων. ΑΠΟΚΡΟΥΣΙΣ ΕΠΙΘΕΣΕΩΣ ΑΜΜΑΝ, 17, (Ρώυτερ). — Στρατιωτικός εκπρόσωπος ανεκοίνωσεν ότι ισραηλιναί δυνάμεις επετέθησαν κατά θέσεων εις την κοιλάδα του Ιορδάνου. Αι ιορδανικαί δυνάμεις απέκρουσαν την επίθεσιν. Εις την Ιερουσαλήμ, αρμόδιοι κύκλοι απέρριψαν το ρωσσικόν σχέδιον ως μη αποτελούν βάσιν διά διαπραγματεύσεις. ΤΑ ΓΑΛΛΙΚΑ ΑΕΡΟΠΛΑΝΑ ΤΕΛ ΑΒΙΒ, 17, (Ρώυτερ). — Ό ισραηλινός στρατιωτικός εκπρόσωπος ανεκοίνωσεν ότι αι δυνάμεις του απέκρουσαν επίθεσιν αιγυπτιακών καταδρομέων κατά μήκος της διώρυγος του Σουέζ. ΜΟΣΧΑ, 17, (Ρώυτερ). — Ό Αμερικανός πρεσβευτής εις την Σοβιετικήν Ένωσιν κ. Τζαίηκομπ Μπημ, συνηντήθη σήμερον μετά του Σοβιετικού υπουργού των Εξωτερικών κ. Γκρομύκο διά την συνέχισιν των συνομιλιών περί της Μέσης Ανατολής. Αμερικανικοί κύκλοι χαρακτηρίζουν ως «αφανή» την πρόοδον εις τας συνομιλίας, τονίζοντες ότι παραμένουν σοβαραί διαφοραί ως προς την αποχώρησιν των ισραηλινών στρατευμάτων. [1029, 199, 1586, 461]
headline-funerals: ΚΗΔΕΙΑΙ [489, 1497, 548, 1511]
headline-senate: Η ΓΕΡΟΥΣΙΑ ΕΞΗΤΑΣΕΝ ΑΠΟ ΠΑΣΗΣ ΠΛΕΥΡΑΣ ΤΟ ΣΧΕΔΙΟΝ ΔΙΑ ΤΗΝ ΔΗΜΙΟΥΡΓΙΑΝ ΣΥΣΤΗΜΑΤΟΣ ΑΝΤΙΒΑΛΙΣΤΙΚΩΝ ΠΥΡΑΥΛΩΝ [642, 344, 1002, 390]
headline-arm-reattached: ΑΝΑΣΥΝΕΚΟΛΛΗΘΗ Ο ΔΕΞΙΟΣ ΒΡΑΧΙΩΝ ΚΟΡΙΤΣΙΟΥ ΚΑΤΟΠΙΝ ΤΡΟΧΑΙΟΥ ΑΤΥΧΗΜΑΤΟΣ ΕΙΣ ΤΗΝ ΝΑΝΤΗΝ [1226, 1666, 1584, 1695]
article-body-brazil: ΣΑΟ ΠΑΟΛΟ, 17, (Άσ. Πρές). — Ό υπουργός της Δικαιοσύνης της Βραζιλίας εδήλωσεν ότι αναμένονται ταραχαί με σκοπόν την ανατροπήν της κυβερνήσεως και ότι ελήφθησαν όλα τα αναγκαία μέτρα ασφαλείας. ΣΑΟ ΠΑΟΛΟ, 17, (Άσ. Πρές). — Ό υπουργός της Δικαιοσύνης της Βραζιλίας εδήλωσεν ότι αναμένονται ταραχαί με σκοπόν την ανατροπήν της κυβερνήσεως και ότι ελήφθησαν όλα τα αναγκαία μέτρα ασφαλείας. [627, 2233, 1017, 2300]
article-body-olympics: ΒΕΡΟΛΙΝΟΝ, 17, (Άσ. Πρές). — Ό διάσημος αθλητής δεν έχει ακόμη αναρρώσει πλήρως από την ασθένειαν η οποία τον ηνάγκασε να αποσυρθή από τους αγώνας. Οι ιατροί συνιστούν πλήρη ανάπαυσιν. [422, 958, 615, 1013]
article-body-belgian-paper: ΒΡΥΞΕΛΛΑΙ, 17, (Άθην. Πρακτ.). — Ή εφημερίς «Λε Σουάρ» δημοσιεύει σήμερον άρθρον περί της ελληνικής εκθέσεως, εις το οποίον εξαίρει την πρόοδον της χώρας εις τους τομείς της βιομηχανίας και του τουρισμού. [1029, 1095, 1218, 1160]
article-body-turkish-worker: ΚΟΛΩΝΙΑ, 17, (Ρώυτερ). — Τούρκος εργάτης προεκάλεσεν επεισόδιον εις τον σιδηροδρομικόν σταθμόν της πόλεως και συνελήφθη υπό της αστυνομίας. [1459, 1570, 1586, 1645]
subhead: ΔΗΛΩΣΕΙΣ ΤΟΥ ΣΙΝΓΚ [762, 776, 882, 787]
article-body-promotions: ΑΘΗΝΑΙ, 17. — Δι' αποφάσεως του αρμοδίου υπουργείου προήχθησαν εις τον ανώτερον βαθμόν οι κάτωθι υπάλληλοι των ληξιαρχείων. ΑΘΗΝΑΙ, 17. — Δι' αποφάσεως του αρμοδίου υπουργείου προήχθησαν εις τον ανώτερον βαθμόν οι κάτωθι υπάλληλοι των ληξιαρχείων. ΑΘΗΝΑΙ, 17. — Δι' αποφάσεως του αρμοδίου υπουργείου προήχθησαν εις τον ανώτερον βαθμόν οι κάτωθι υπάλληλοι των ληξιαρχείων. ΑΘΗΝΑΙ, 17. — Δι' αποφάσεως του αρμοδίου υπουργείου προήχθησαν εις τον ανώτερον βαθμόν οι κάτωθι υπάλληλοι των ληξιαρχείων. [1029, 2005, 1218, 2185]
subhead: ΒΟΜΒΑΙ «ΝΑΠΑΛΜ» [1442, 986, 1554, 998]
headline-vietnam: ΔΕΝ ΑΠΟΣΥΡΕΙ ΤΟ ΝΟΤΙΟΝ ΒΙΕΤΝΑΜ ΤΗΝ ΑΝΤΙΠΡΟΣΩΠΕΙΑΝ ΤΟΥ ΕΚ ΤΗΣ ΔΙΑΣΚΕΨΕΩΣ ΤΩΝ ΠΑΡΙΣΙΩΝ [14, 6, 609, 104]
headline-brazil: ΑΝΑΜΕΝΟΝΤΑΙ ΤΑΡΑΧΑΙ ΕΙΣ ΤΗΝ ΒΡΑΖΙΛΙΑΝ ΜΕ ΣΚΟΠΟΝ ΑΝΑΤΡΟΠΗΝ ΤΗΣ ΚΥΒΕΡΝΗΣΕΩΣ [644, 2184, 1000, 2215]
headline-nixon: Ο ΝΙΞΟΝ ΘΑ ΔΙΑΝΥΣΗ ΚΑΤΑ ΤΗΝ ΠΕΡΙΟΔΕΙΑΝ ΤΟΥ ΤΟΥΛΑΧΙΣΤΟΝ ΤΕΣΣΑΡΑΚΟΝΤΑ ΧΙΛΙΑΔΑΣ ΧΙΛΙΟΜΕΤΡΩΝ [637, 1029, 1007, 1075]
article-body-calcutta: ΚΑΛΚΟΥΤΑ, 17, (Άσ. Πρές). — Βόμβα εξερράγη σήμερον εις το κτίριον του αμερικανικού προξενείου, προκαλέσασα ζημίας αλλ' άνευ θυμάτων. Δευτέρα έκρηξις σημειώθη εις την βιβλιοθήκην της Υπηρεσίας Πληροφοριών. [1029, 857, 1218, 923]
headline-regent: ΑΝΑΚΟΙΝΩΣΙΣ ΤΟΥ ΟΙΚΟΥ ΤΟΥ ΑΝΤΙΒΑΣΙΛΕΩΣ [1030, 1523, 1217, 1548]
headline-minutemen: ΣΥΝΕΝΤΕΥΞΙΣ ΥΠΟ ΟΡΓΑΝΩΝ ΤΗΣ ΕΦ ΜΠΙ ΑΙ Ο ΗΓΕΤΗΣ ΤΗΣ ΟΡΓΑΝΩΣΕΩΣ «ΜΙΝΙΟΥΤΜΕΝ» [651, 1805, 993, 1836]
article-body-venezuela: ΚΑΡΑΚΑΣ, Βενεζουέλα, 17 (Ασσ. Πρές). — Οκτώ αντάρται εφονεύθησαν κατά την διάρκειαν σφοδράς συγκρούσεως μετά μονάδων του στρατού εις την περιοχήν του Φαλκόν. Αι στρατιωτικαί αρχαί ανεκοίνωσαν ότι συνελήφθησαν επίσης τρεις αντάρται. ΚΑΡΑΚΑΣ, Βενεζουέλα, 17 (Ασσ. Πρές). — Οκτώ αντάρται εφονεύθησαν κατά την διάρκειαν σφοδράς συγκρούσεως μετά μονάδων του στρατού εις την περιοχήν του Φαλκόν. Αι στρατιωτικαί αρχαί ανεκοίνωσαν ότι συνελήφθησαν επίσης τρεις αντάρται. ΚΑΡΑΚΑΣ, Βενεζουέλα, 17 (Ασσ. Πρές). — Οκτώ αντάρται εφονεύθησαν κατά την διάρκειαν σφοδράς συγκρούσεως μετά μονάδων του στρατού εις την περιοχήν του Φαλκόν. Αι στρατιωτικαί αρχαί ανεκοίνωσαν ότι συνελήφθησαν επίσης τρεις αντάρται. [627, 1612, 1017, 1732]
article-body-ganti: ΝΕΟΝ ΔΕΛΧΙ, 17, (Ρώυτερ). — Αι σχέσεις μεταξύ της πρωθυπουργού κ. Ίντιρα Γκάντι και του αντιπροέδρου της κυβερνήσεως κ. Μοραρτζί Ντεσάι έχουν περιέλθει εις σημείον ρήξεως, γεγονός το οποίον δύναται να οδηγήση εις κυβερνητικήν κρίσιν. ΝΕΟΝ ΔΕΛΧΙ, 17, (Ρώυτερ). — Αι σχέσεις μεταξύ της πρωθυπουργού κ. Ίντιρα Γκάντι και του αντιπροέδρου της κυβερνήσεως κ. Μοραρτζί Ντεσάι έχουν περιέλθει εις σημείον ρήξεως, γεγονός το οποίον δύναται να οδηγήση εις κυβερνητικήν κρίσιν. ΔΗΛΩΣΕΙΣ ΤΟΥ ΣΙΝΓΚ ΟΥΑΣΙΓΚΤΩΝ, 17, (Άσ. Πρές). — Ό Ινδός υπουργός δήλωσεν ότι η κυβέρνησις θα συνεχίση το έργον της παρά τας εσωκομματικάς διαφωνίας. ΝΕΟΝ ΔΕΛΧΙ, 17, (Ρώυτερ). — Αι σχέσεις μεταξύ της πρωθυπουργού κ. Ίντιρα Γκάντι και του αντιπροέδρου της κυβερνήσεως κ. Μοραρτζί Ντεσάι έχουν περιέλθει εις σημείον ρήξεως, γεγονός το οποίον δύναται να οδηγήση εις κυβερνητικήν κρίσιν. ΟΥΑΣΙΓΚΤΩΝ, 17, (Άσ. Πρές). — Ό Ινδός υπουργός δήλωσεν ότι η κυβέρνησις θα συνεχίση το έργον της παρά τας εσωκομματικάς διαφωνίας. ΝΕΟΝ ΔΕΛΧΙ, 17, (Ρώυτερ). — Αι σχέσεις μεταξύ της πρωθυπουργού κ. Ίντιρα Γκάντι και του αντιπροέδρου της κυβερνήσεως κ. Μοραρτζί Ντεσάι έχουν περιέλθει εις σημείον ρήξεως, γεγονός το οποίον δύναται να οδηγήση εις κυβερνητικήν κρίσιν. [627, 750, 1017, 951]
box-diplomas [422, 1302, 615, 1491]
article-body-sato: ΤΟΚΙΟ, 17, (Άσ. Πρές). — Ό Ιάπων πρωθυπουργός κ. Εϊσάκου Σάτο εδέχθη με επιφύλαξιν τας προτάσεις διά την πρόσκλησιν του Πάπα Παύλου εις Ιαπωνίαν κατά το προσεχές έτος. ΤΟΚΙΟ, 17, (Άσ. Πρές). — Ό Ιάπων πρωθυπουργός κ. Εϊσάκου Σάτο εδέχθη με επιφύλαξιν τας προτάσεις διά την πρόσκλησιν του Πάπα Παύλου εις Ιαπωνίαν κατά το προσεχές έτος. [627, 2084, 1017, 2138]
subhead: ΟΛΜΟΙ ΕΙΣ ΚΑΝΤΑΡΑ [1440, 934, 1556, 946]
article-body-japan: ΓΕΝΕΥΗ, 17, (Άσ. Πρές). — Ή Ιαπωνία υπέβαλε σήμερον εις την Διάσκεψιν Αφοπλισμού συμβιβαστικάς προτάσεις διά την απαγόρευσιν της εγκαταστάσεως πυρηνικών όπλων εις τον βυθόν των θαλασσών. Ό Ιάπων αντιπρόσωπος τόνισεν ότι η χώρα του επιθυμεί την ταχείαν επίτευξιν συμφωνίας επί του θέματος, το οποίον αφορά την ασφάλειαν όλων των εθνών. Αι προτάσεις προβλέπουν την δημιουργίαν συστήματος ελέγχου υπό διεθνή εποπτείαν. ΓΕΝΕΥΗ, 17, (Άσ. Πρές). — Ή Ιαπωνία υπέβαλε σήμερον εις την Διάσκεψιν Αφοπλισμού συμβιβαστικάς προτάσεις διά την απαγόρευσιν της εγκαταστάσεως πυρηνικών όπλων εις τον βυθόν των θαλασσών. Ό Ιάπων αντιπρόσωπος τόνισεν ότι η χώρα του επιθυμεί την ταχείαν επίτευξιν συμφωνίας επί του θέματος, το οποίον αφορά την ασφάλειαν όλων των εθνών. Αι προτάσεις προβλέπουν την δημιουργίαν συστήματος ελέγχου υπό διεθνή εποπτείαν. ΓΕΝΕΥΗ, 17, (Άσ. Πρές). — Ή Ιαπωνία υπέβαλε σήμερον εις την Διάσκεψιν Αφοπλισμού συμβιβαστικάς προτάσεις διά την απαγόρευσιν της εγκαταστάσεως πυρηνικών όπλων εις τον βυθόν των θαλασσών. [8, 1360, 416, 1549]
headline-rogers: ΤΕΛΕΙΩΣ ΑΡΝΗΤΙΚΗ Η ΣΤΑΣΙΣ ΤΟΥ ΑΝΟΙ ΤΟΝΙΖΕΙ ΕΙΣ ΔΗΛΩΣΕΙΣ ΤΟΥ Ο ΡΟΤΖΕΡΣ [19, 703, 604, 748]
